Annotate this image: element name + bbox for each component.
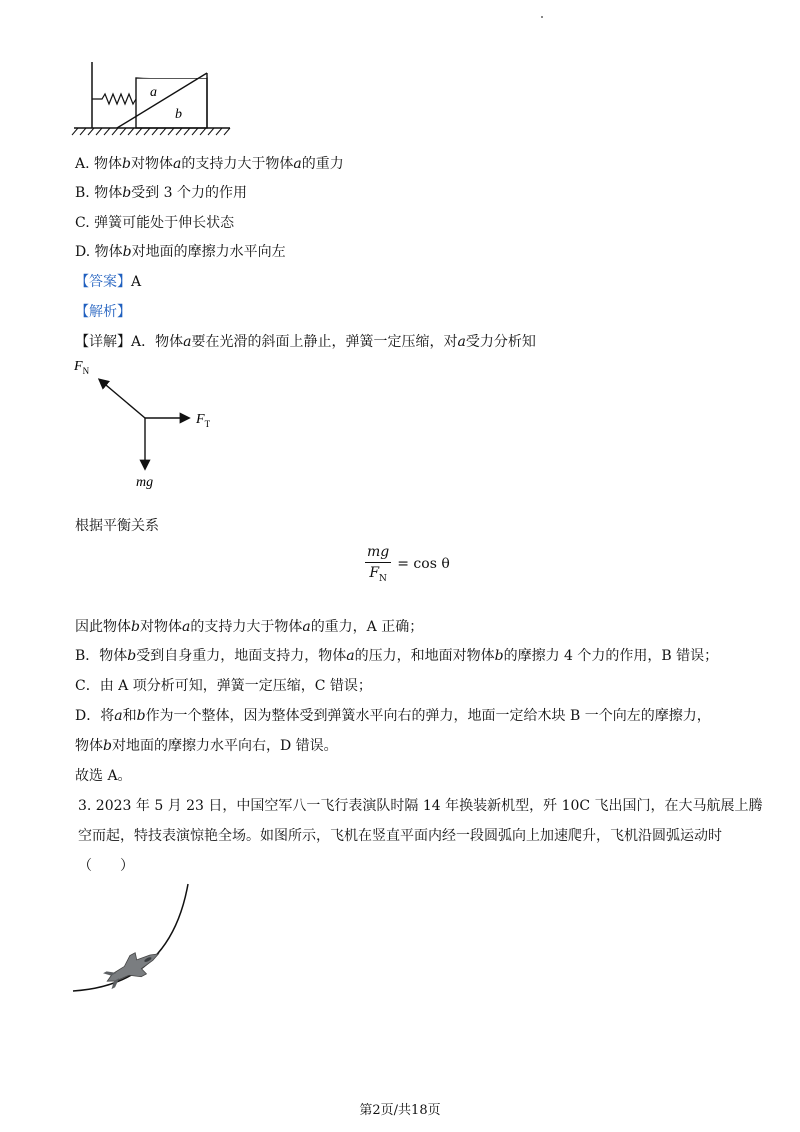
balance-intro: 根据平衡关系 [75, 518, 159, 534]
page-footer: 第2页/共18页 [359, 1103, 441, 1118]
line-d1: D．将a和b作为一个整体，因为整体受到弹簧水平向右的弹力，地面一定给木块 B 一个向左的摩擦力， [75, 708, 711, 724]
wedge-spring-figure [70, 58, 240, 138]
normal-force-arrow [100, 380, 145, 418]
option-c: C. 弹簧可能处于伸长状态 [75, 215, 235, 231]
line-c: C．由 A 项分析可知，弹簧一定压缩，C 错误； [75, 678, 372, 694]
choose-line: 故选 A。 [75, 768, 132, 784]
conclusion-line: 因此物体b对物体a的支持力大于物体a的重力，A 正确； [75, 619, 424, 635]
formula-rhs: = cos θ [397, 555, 450, 572]
option-b: B. 物体b受到 3 个力的作用 [75, 185, 247, 201]
q3-line3: （ ） [78, 858, 134, 874]
option-d: D. 物体b对地面的摩擦力水平向左 [75, 244, 286, 260]
answer-label: 【答案】 [75, 274, 131, 290]
detail-line: 【详解】A．物体a要在光滑的斜面上静止，弹簧一定压缩，对a受力分析知 [75, 334, 536, 350]
analysis-line: 【解析】 [75, 304, 131, 320]
q3-line2: 空而起，特技表演惊艳全场。如图所示，飞机在竖直平面内经一段圆弧向上加速爬升，飞机沿圆弧运动时 [78, 828, 722, 844]
ground-hatch [72, 128, 230, 135]
answer-value: A [131, 274, 142, 290]
label-b: b [175, 107, 182, 122]
option-a: A. 物体b对物体a的支持力大于物体a的重力 [75, 156, 344, 172]
answer-line [75, 272, 141, 292]
line-d2: 物体b对地面的摩擦力水平向右，D 错误。 [75, 738, 338, 754]
ft-label: $F_T$ [196, 412, 211, 429]
speck [541, 16, 543, 18]
label-a: a [150, 85, 157, 100]
jet-arc-figure [70, 880, 210, 1000]
block-outline [136, 78, 207, 128]
spring [92, 94, 136, 104]
q3-line1: 3. 2023 年 5 月 23 日，中国空军八一飞行表演队时隔 14 年换装新机型，歼 10C 飞出国门，在大马航展上腾 [78, 798, 763, 814]
incline [117, 73, 207, 128]
mg-label: mg [136, 475, 154, 490]
line-b: B．物体b受到自身重力，地面支持力，物体a的压力，和地面对物体b的摩擦力 4 个力的作用，B 错误； [75, 648, 719, 664]
fraction: $\frac{mg}{F_N}$ [367, 544, 390, 584]
force-diagram [70, 356, 230, 496]
fn-label: $F_N$ [74, 359, 90, 376]
equilibrium-formula [365, 544, 450, 584]
